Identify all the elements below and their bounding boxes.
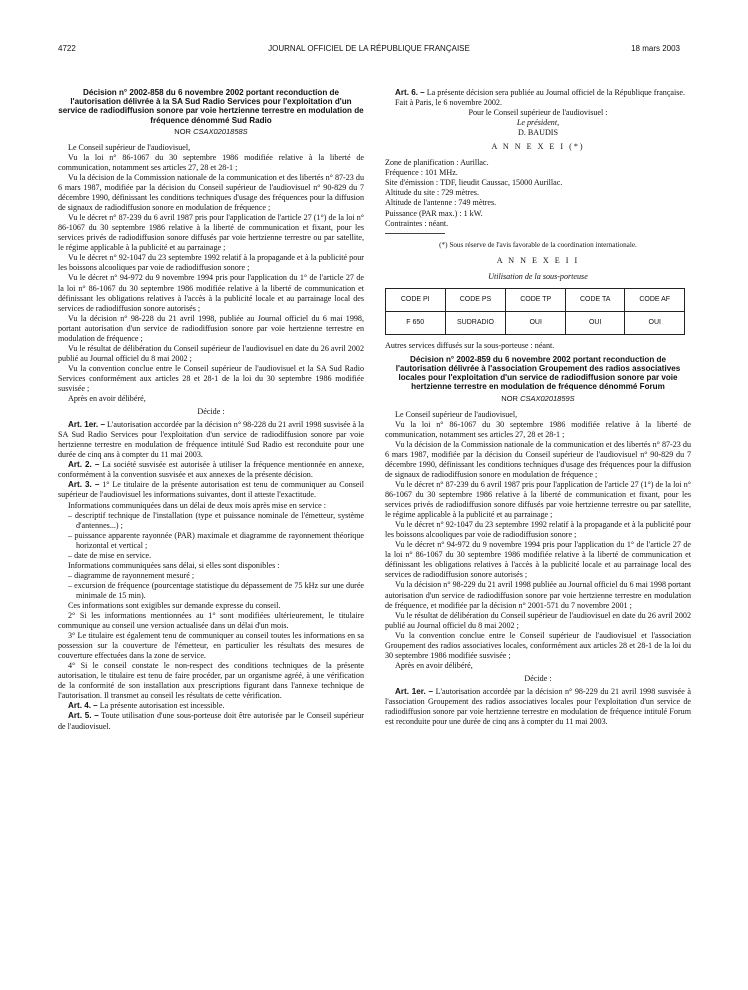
fait-a-paris: Fait à Paris, le 6 novembre 2002.: [395, 98, 502, 108]
table-header: CODE PS: [445, 288, 506, 311]
table-cell: OUI: [565, 311, 625, 334]
vu-paragraph: Après en avoir délibéré,: [68, 394, 146, 404]
table-header-row: [386, 288, 685, 311]
article-1: [385, 687, 691, 727]
info-prior: Informations communiquées dans un délai de deux mois après mise en service :: [68, 500, 327, 510]
vu-paragraph: Vu le décret n° 92-1047 du 23 septembre 1992 relatif à la propagande et à la publicité pour les boissons alcooliques par voie de radiodiffusion sonore ;: [58, 253, 364, 273]
nor-reference-2: [385, 394, 691, 404]
left-column: [58, 88, 364, 732]
nor-reference: [58, 127, 364, 137]
page-header: [58, 44, 680, 58]
article-2: [58, 460, 364, 480]
vu-paragraph: Vu le décret n° 94-972 du 9 novembre 1994 pris pour l'application du 1° de l'article 27 de la loi n° 86-1067 du 30 septembre 1986 modifiée relative à la liberté de communication et définissant les obligations relatives à l'accès à la publicité locale et au parrainage local des services de radiodiffusion sonore autorisés ;: [58, 273, 364, 313]
info-nodelay: Informations communiquées sans délai, si elles sont disponibles :: [68, 560, 280, 570]
annexe-1-title: A N N E X E I (*): [491, 142, 585, 152]
article-6-label: Art. 6. –: [395, 88, 425, 97]
article-1: [58, 420, 364, 460]
article-5-label: Art. 5. –: [68, 711, 99, 721]
article-4-text: La présente autorisation est incessible.: [99, 701, 225, 711]
article-6-text: La présente décision sera publiée au Journal officiel de la République française.: [426, 88, 686, 97]
annexe-2-subtitle: Utilisation de la sous-porteuse: [488, 271, 588, 281]
table-header: CODE PI: [386, 288, 446, 311]
list-item: – descriptif technique de l'installation (type et puissance nominale de l'émetteur, système d'antennes...) ;: [68, 510, 364, 530]
list-item: – puissance apparente rayonnée (PAR) maximale et diagramme de rayonnement théorique horizontal et vertical ;: [68, 530, 364, 550]
table-row: [386, 311, 685, 334]
vu-paragraph: Vu la décision de la Commission nationale de la communication et des libertés n° 87-23 du 6 mars 1987, modifiée par la décision du Conseil supérieur de l'audiovisuel n° 90-829 du 7 décembre 1990, définissant les conditions techniques d'usage des fréquences pour la diffusion de signaux de radiodiffusion sonore en modulation de fréquence ;: [58, 173, 364, 213]
annexe-1-footnote: (*) Sous réserve de l'avis favorable de la coordination internationale.: [439, 240, 637, 249]
other-services: Autres services diffusés sur la sous-porteuse : néant.: [385, 340, 555, 350]
vu-paragraph: Vu le décret n° 92-1047 du 23 septembre 1992 relatif à la propagande et à la publicité pour les boissons alcooliques par voie de radiodiffusion sonore ;: [385, 520, 691, 540]
table-header: CODE TA: [565, 288, 625, 311]
annexe-item: Altitude du site : 729 mètres.: [385, 188, 479, 198]
vu-paragraph: Vu la convention conclue entre le Conseil supérieur de l'audiovisuel et la SA Sud Radio Services conformément aux articles 28 et 28-1 de la loi du 30 septembre 1986 modifiée susvisée ;: [58, 363, 364, 393]
table-header: CODE TP: [506, 288, 566, 311]
annexe-item: Puissance (PAR max.) : 1 kW.: [385, 208, 483, 218]
page-number: 4722: [58, 44, 76, 53]
paragraph-2: 2° Si les informations mentionnées au 1° sont modifiées ultérieurement, le titulaire communique au conseil une version actualisée dans un délai d'un mois.: [58, 611, 364, 631]
info-request: Ces informations sont exigibles sur demande expresse du conseil.: [68, 600, 281, 610]
article-4-label: Art. 4. –: [68, 701, 98, 711]
nor-label: NOR: [174, 126, 191, 136]
vu-paragraph: Vu la loi n° 86-1067 du 30 septembre 1986 modifiée relative à la liberté de communication, notamment ses articles 27, 28 et 28-1 ;: [58, 152, 364, 172]
vu-paragraph: Vu la décision n° 98-229 du 21 avril 1998 publiée au Journal officiel du 6 mai 1998 portant autorisation d'un service de radiodiffusion sonore par voie hertzienne terrestre en modulation de fréquence, et modifiée par la décision n° 2001-571 du 7 novembre 2001 ;: [385, 580, 691, 610]
annexe-item: Site d'émission : TDF, lieudit Caussac, 15000 Aurillac.: [385, 178, 563, 188]
vu-paragraph: Vu le décret n° 87-239 du 6 avril 1987 pris pour l'application de l'article 27 (1°) de la loi n° 86-1067 du 30 septembre 1986 relative à la liberté de communication et fixant, pour les services privés de radiodiffusion sonore diffusés par voie hertzienne terrestre ou par satellite, le régime applicable à la publicité et au parrainage ;: [385, 479, 691, 520]
annexe-2-title: A N N E X E I I: [496, 255, 580, 265]
vu-paragraph: Après en avoir délibéré,: [395, 660, 473, 670]
article-1-label: Art. 1er. –: [395, 686, 433, 696]
table-cell: SUDRADIO: [445, 311, 506, 334]
annexe-1-list: [385, 158, 691, 228]
footnote-divider: [385, 233, 445, 234]
table-cell: OUI: [625, 311, 685, 334]
article-3-label: Art. 3. –: [68, 480, 100, 490]
article-3-text: 1° Le titulaire de la présente autorisation est tenu de communiquer au Conseil supérieur de l'audiovisuel les informations suivantes, dont il atteste l'exactitude.: [58, 480, 364, 500]
article-3: [58, 480, 364, 500]
intro: Le Conseil supérieur de l'audiovisuel,: [395, 409, 518, 419]
nor-label: NOR: [501, 393, 518, 403]
table-cell: OUI: [506, 311, 566, 334]
intro: Le Conseil supérieur de l'audiovisuel,: [68, 142, 191, 152]
annexe-item: Altitude de l'antenne : 749 mètres.: [385, 198, 497, 208]
right-column: [385, 88, 691, 727]
decide-heading: Décide :: [524, 673, 552, 683]
article-2-label: Art. 2. –: [68, 460, 100, 470]
publication-date: 18 mars 2003: [631, 44, 680, 53]
article-1-label: Art. 1er. –: [68, 420, 105, 430]
table-cell: F 650: [386, 311, 446, 334]
vu-paragraph: Vu le décret n° 94-972 du 9 novembre 1994 pris pour l'application du 1° de l'article 27 de la loi n° 86-1067 du 30 septembre 1986 modifiée relative à la liberté de communication et définissant les obligations relatives à l'accès à la publicité locale et au parrainage local des services de radiodiffusion sonore autorisés ;: [385, 540, 691, 580]
vu-paragraph: Vu la convention conclue entre le Conseil supérieur de l'audiovisuel et l'association Groupement des radios associatives locales, conformément aux articles 28 et 28-1 de la loi du 30 septembre 1986 modifiée susvisée ;: [385, 630, 691, 660]
journal-title: JOURNAL OFFICIEL DE LA RÉPUBLIQUE FRANÇAISE: [268, 44, 470, 53]
paragraph-4: 4° Si le conseil constate le non-respect des conditions techniques de la présente autorisation, le titulaire est tenu de faire procéder, par un organisme agréé, à une vérification de la conformité de son installation aux prescriptions figurant dans l'annexe technique de l'autorisation. Il transmet au conseil les résultats de cette vérification.: [58, 661, 364, 701]
decision-2-title: Décision n° 2002-859 du 6 novembre 2002 portant reconduction de l'autorisation délivrée à l'association Groupement des radios associatives locales pour l'exploitation d'un service de radiodiffusion sonore par voie hertzienne terrestre en modulation de fréquence dénommé Forum: [395, 354, 681, 392]
subcarrier-table: [385, 288, 685, 335]
annexe-item: Fréquence : 101 MHz.: [385, 168, 458, 178]
list-item: – date de mise en service.: [68, 550, 152, 560]
article-5-text: Toute utilisation d'une sous-porteuse doit être autorisée par le Conseil supérieur de l'audiovisuel.: [58, 711, 364, 731]
table-header: CODE AF: [625, 288, 685, 311]
article-1-text: L'autorisation accordée par la décision n° 98-229 du 21 avril 1998 susvisée à l'association Groupement des radios associatives locales pour l'exploitation d'un service de radiodiffusion sonore par voie hertzienne terrestre en modulation de fréquence intitulé Forum est reconduite pour une durée de cinq ans à compter du 11 mai 2003.: [385, 686, 691, 727]
nor-code: CSAX0201859S: [520, 393, 575, 403]
article-1-text: L'autorisation accordée par la décision n° 98-228 du 21 avril 1998 susvisée à la SA Sud Radio Services pour l'exploitation d'un service de radiodiffusion sonore par voie hertzienne terrestre en modulation de fréquence intitulé Sud Radio est reconduite pour une durée de cinq ans à compter du 11 mai 2003.: [58, 420, 364, 460]
list-item: – diagramme de rayonnement mesuré ;: [68, 570, 195, 580]
article-2-text: La société susvisée est autorisée à utiliser la fréquence mentionnée en annexe, conformément à la convention susvisée et aux annexes de la présente décision.: [58, 460, 364, 480]
article-5: [58, 711, 364, 731]
list-item: – excursion de fréquence (pourcentage statistique du dépassement de 75 kHz sur une durée minimale de 15 min).: [68, 580, 364, 600]
signatory-name: D. BAUDIS: [517, 128, 559, 138]
paragraph-3: 3° Le titulaire est également tenu de communiquer au conseil toutes les informations en sa possession sur la couverture de l'émetteur, en particulier les résultats des mesures de couverture effectuées dans la zone de service.: [58, 631, 364, 661]
signature-line: Pour le Conseil supérieur de l'audiovisuel :: [468, 108, 608, 118]
article-4: [58, 701, 364, 711]
nor-code: CSAX0201858S: [193, 126, 248, 136]
vu-paragraph: Vu le décret n° 87-239 du 6 avril 1987 pris pour l'application de l'article 27 (1°) de la loi n° 86-1067 du 30 septembre 1986 relative à la liberté de communication et fixant, pour les services privés de radiodiffusion sonore diffusés par voie hertzienne terrestre ou par satellite, le régime applicable à la publicité et au parrainage ;: [58, 213, 364, 253]
vu-paragraph: Vu le résultat de délibération du Conseil supérieur de l'audiovisuel en date du 26 avril 2002 publié au Journal officiel du 8 mai 2002 ;: [385, 610, 691, 630]
vu-paragraph: Vu la loi n° 86-1067 du 30 septembre 1986 modifiée relative à la liberté de communication, notamment ses articles 27, 28 et 28-1 ;: [385, 419, 691, 439]
vu-paragraph: Vu la décision n° 98-228 du 21 avril 1998, publiée au Journal officiel du 6 mai 1998, portant autorisation d'un service de radiodiffusion sonore par voie hertzienne terrestre en modulation de fréquence ;: [58, 313, 364, 343]
president-title: Le président,: [516, 118, 560, 128]
vu-paragraph: Vu la décision de la Commission nationale de la communication et des libertés n° 87-23 du 6 mars 1987, modifiée par la décision du Conseil supérieur de l'audiovisuel n° 90-829 du 7 décembre 1990, définissant les conditions techniques d'usage des fréquences pour la diffusion de signaux de radiodiffusion sonore en modulation de fréquence ;: [385, 439, 691, 479]
vu-paragraph: Vu le résultat de délibération du Conseil supérieur de l'audiovisuel en date du 26 avril 2002 publié au Journal officiel du 8 mai 2002 ;: [58, 343, 364, 363]
article-6: [385, 88, 691, 98]
annexe-item: Zone de planification : Aurillac.: [385, 158, 489, 168]
decision-title: Décision n° 2002-858 du 6 novembre 2002 portant reconduction de l'autorisation délivrée à la SA Sud Radio Services pour l'exploitation d'un service de radiodiffusion sonore par voie hertzienne terrestre en modulation de fréquence dénommé Sud Radio: [58, 88, 364, 125]
annexe-item: Contraintes : néant.: [385, 218, 449, 228]
decide-heading: Décide :: [197, 407, 225, 417]
